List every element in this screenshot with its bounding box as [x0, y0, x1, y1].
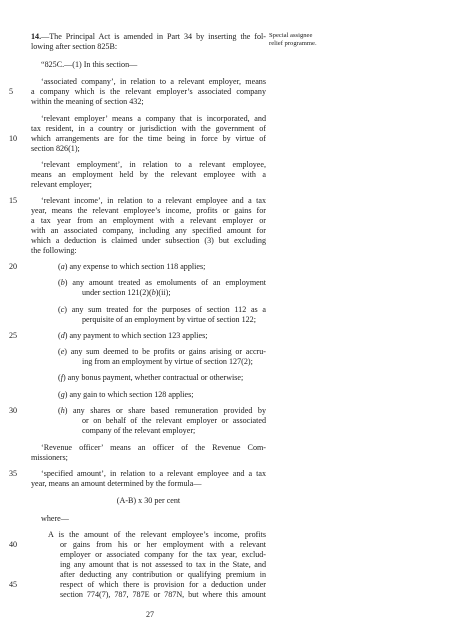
list-item-line: ing from an employment by virtue of section 127(2);	[82, 357, 253, 366]
section-heading-line: 14.—The Principal Act is amended in Part 34 by inserting the fol-	[31, 32, 266, 41]
list-item-line: (d) any payment to which section 123 applies;	[58, 331, 208, 340]
body-line: means an employment held by the relevant employee with a	[31, 170, 266, 179]
page-number: 27	[145, 610, 155, 619]
margin-note-line: Special assignee	[269, 32, 313, 39]
body-line: a company which is the relevant employer’s associated company	[31, 87, 266, 96]
body-line: year, means an amount determined by the formula—	[31, 479, 202, 488]
list-item-line: (c) any sum treated for the purposes of section 112 as a	[58, 305, 267, 314]
body-line: ‘relevant employer’ means a company that is incorporated, and	[41, 114, 266, 123]
line-number: 40	[9, 540, 18, 549]
line-number: 20	[9, 262, 18, 271]
list-item-line: or on behalf of the relevant employer or associated	[82, 416, 266, 425]
body-line: ‘relevant employment’, in relation to a relevant employee,	[41, 160, 266, 169]
body-line: or gains from his or her employment with a relevant	[60, 540, 266, 549]
list-item-line: (h) any shares or share based remuneration provided by	[58, 406, 267, 415]
body-line: which arrangements are for the time being in force by virtue of	[31, 134, 266, 143]
body-line: where—	[41, 514, 69, 523]
body-line: the following:	[31, 246, 77, 255]
list-item-line: (a) any expense to which section 118 applies;	[58, 262, 206, 271]
body-line: A is the amount of the relevant employee’s income, profits	[48, 530, 266, 539]
formula: (A-B) x 30 per cent	[116, 496, 181, 505]
line-number: 35	[9, 469, 18, 478]
list-item-line: (f) any bonus payment, whether contractual or otherwise;	[58, 373, 244, 382]
list-item-line: perquisite of an employment by virtue of section 122;	[82, 315, 256, 324]
body-line: lowing after section 825B:	[31, 42, 118, 51]
body-line: a tax year from an employment with a relevant employer or	[31, 216, 266, 225]
list-item-line: company of the relevant employer;	[82, 426, 196, 435]
body-line: ‘associated company’, in relation to a relevant employer, means	[41, 77, 266, 86]
body-line: respect of which there is provision for a deduction under	[60, 580, 266, 589]
body-line: which a deduction is claimed under subsection (3) but excluding	[31, 236, 266, 245]
list-item-line: (b) any amount treated as emoluments of an employment	[58, 278, 266, 287]
list-item-line: (g) any gain to which section 128 applies;	[58, 390, 194, 399]
body-line: relevant employer;	[31, 180, 92, 189]
line-number: 5	[9, 87, 14, 96]
line-number: 25	[9, 331, 18, 340]
line-number: 15	[9, 196, 18, 205]
body-line: ‘Revenue officer’ means an officer of the Revenue Com-	[41, 443, 266, 452]
body-line: after deducting any contribution or qualifying premium in	[60, 570, 266, 579]
line-number: 45	[9, 580, 18, 589]
body-line: section 826(1);	[31, 144, 80, 153]
body-line: with an associated company, including any specified amount for	[31, 226, 266, 235]
body-line: tax resident, in a country or jurisdiction with the government of	[31, 124, 266, 133]
body-line: ‘specified amount’, in relation to a relevant employee and a tax	[41, 469, 266, 478]
body-line: employer or associated company for the tax year, exclud-	[60, 550, 266, 559]
body-line: “825C.—(1) In this section—	[41, 60, 138, 69]
body-line: missioners;	[31, 453, 68, 462]
body-line: section 774(7), 787, 787E or 787N, but where this amount	[60, 590, 266, 599]
body-line: within the meaning of section 432;	[31, 97, 144, 106]
body-line: ‘relevant income’, in relation to a relevant employee and a tax	[41, 196, 266, 205]
margin-note-line: relief programme.	[269, 40, 317, 47]
body-line: year, means the relevant employee’s income, profits or gains for	[31, 206, 266, 215]
line-number: 30	[9, 406, 18, 415]
list-item-line: (e) any sum deemed to be profits or gains arising or accru-	[58, 347, 266, 356]
line-number: 10	[9, 134, 18, 143]
list-item-line: under section 121(2)(b)(ii);	[82, 288, 171, 297]
body-line: ing any amount that is not assessed to tax in the State, and	[60, 560, 266, 569]
